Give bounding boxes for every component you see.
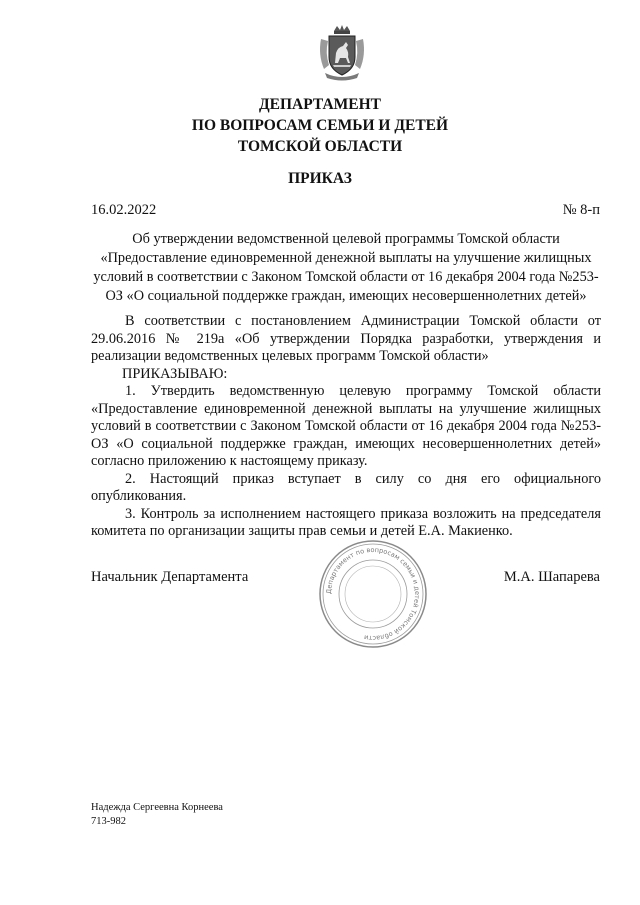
seal-text: Департамент по вопросам семьи и детей Томской области [324, 545, 422, 643]
order-body [91, 313, 601, 541]
order-subject: Об утверждении ведомственной целевой программы Томской области «Предоставление единовременной денежной выплаты на улучшение жилищных условий в соответствии с Законом Томской области от 16 декабря 2004 года №253-ОЗ «О социальной поддержке граждан, имеющих несовершеннолетних детей» [93, 231, 599, 304]
order-item: 1. Утвердить ведомственную целевую программу Томской области «Предоставление единовременной денежной выплаты на улучшение жилищных условий в соответствии с Законом Томской области от 16 декабря 2004 года №253-ОЗ «О социальной поддержке граждан, имеющих несовершеннолетних детей» согласно приложению к настоящему приказу. [91, 383, 601, 469]
document-type-title: ПРИКАЗ [288, 170, 352, 187]
signatory-name: М.А. Шапарева [503, 569, 600, 585]
preamble-paragraph: В соответствии с постановлением Администрации Томской области от 29.06.2016 № 219а «Об утверждении Порядка разработки, утверждения и реализации ведомственных целевых программ Томской области» [91, 313, 601, 364]
department-line: ТОМСКОЙ ОБЛАСТИ [237, 138, 403, 155]
order-date: 16.02.2022 [91, 202, 157, 218]
order-number: № 8-п [562, 202, 600, 218]
order-item: 3. Контроль за исполнением настоящего приказа возложить на председателя комитета по организации защиты прав семьи и детей Е.А. Макиенко. [91, 505, 601, 539]
executor-info [91, 801, 223, 829]
signatory-position: Начальник Департамента [91, 569, 249, 585]
tomsk-region-coat-of-arms-icon [317, 25, 367, 81]
department-line: ПО ВОПРОСАМ СЕМЬИ И ДЕТЕЙ [191, 117, 449, 134]
department-name [0, 94, 640, 157]
order-item: 2. Настоящий приказ вступает в силу со дня его официального опубликования. [91, 470, 601, 504]
order-word: ПРИКАЗЫВАЮ: [122, 365, 228, 382]
official-round-seal-icon [317, 538, 429, 650]
executor-phone: 713-982 [91, 816, 126, 827]
executor-name: Надежда Сергеевна Корнеева [91, 802, 223, 813]
department-line: ДЕПАРТАМЕНТ [258, 96, 382, 113]
